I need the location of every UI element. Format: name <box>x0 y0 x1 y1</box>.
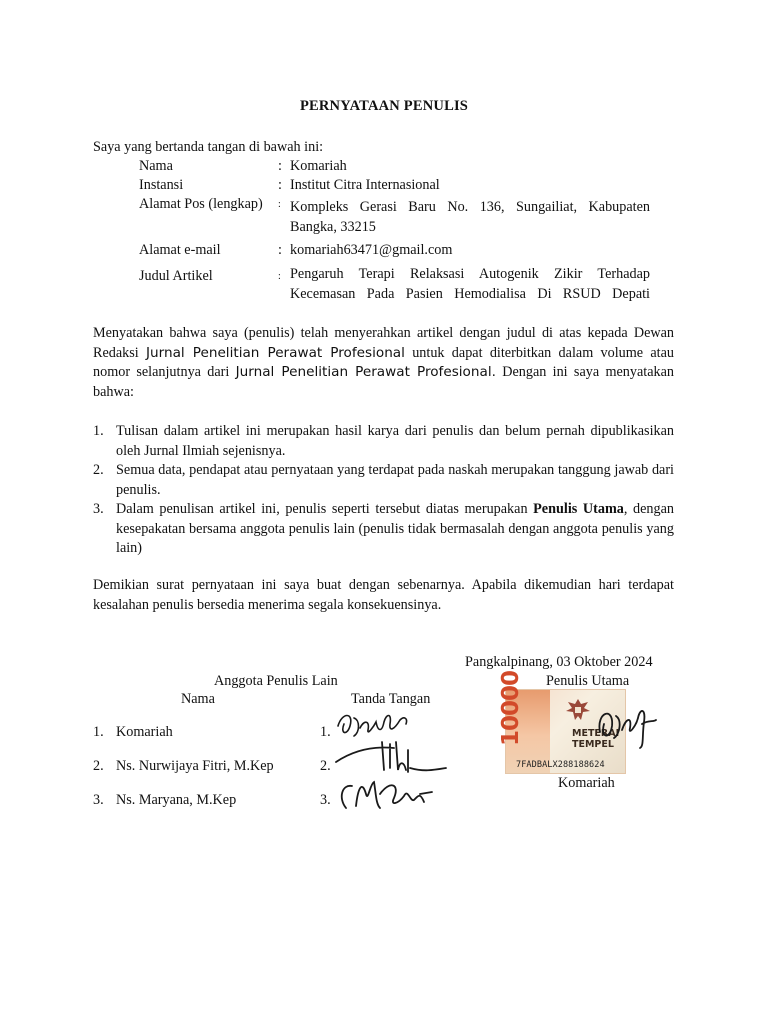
field-value-alamat-pos-line1: Kompleks Gerasi Baru No. 136, Sungailiat, Kabupaten <box>290 199 650 215</box>
journal-name-2: Jurnal Penelitian Perawat Profesional. <box>235 364 496 380</box>
field-label-judul: Judul Artikel <box>139 268 213 284</box>
field-label-email: Alamat e-mail <box>139 242 221 258</box>
field-colon-email: : <box>278 242 282 258</box>
stamp-serial: 7FADBALX288188624 <box>516 760 605 770</box>
main-author-name: Komariah <box>558 775 615 791</box>
field-label-nama: Nama <box>139 158 173 174</box>
column-header-name: Nama <box>181 691 215 707</box>
author-row-number: 3. <box>93 792 104 808</box>
stamp-label-line1: METERAI <box>572 728 620 739</box>
author-row-name: Ns. Maryana, M.Kep <box>116 792 237 808</box>
other-authors-heading: Anggota Penulis Lain <box>214 673 338 689</box>
author-row-name: Ns. Nurwijaya Fitri, M.Kep <box>116 758 274 774</box>
intro-text: Saya yang bertanda tangan di bawah ini: <box>93 139 324 155</box>
list-item-text: Tulisan dalam artikel ini merupakan hasil karya dari penulis dan belum pernah dipublikasikan oleh Jurnal Ilmiah sejenisnya. <box>116 423 674 459</box>
field-value-judul-line2: Kecemasan Pada Pasien Hemodialisa Di RSUD Depati <box>290 286 650 302</box>
garuda-emblem-icon <box>564 696 592 724</box>
field-colon-instansi: : <box>278 177 282 193</box>
main-author-heading: Penulis Utama <box>546 673 630 689</box>
declaration-part2: untuk dapat diterbitkan dalam volume atau nomor selanjutnya dari <box>93 344 674 380</box>
closing-paragraph: Demikian surat pernyataan ini saya buat dengan sebenarnya. Apabila dikemudian hari terdapat kesalahan penulis bersedia menerima segala konsekuensinya. <box>93 577 674 613</box>
author-row-sig-number: 3. <box>320 792 331 808</box>
document-title: PERNYATAAN PENULIS <box>299 98 469 114</box>
stamp-value: 10000 <box>498 670 524 746</box>
list-item-text-before: Dalam penulisan artikel ini, penulis seperti tersebut diatas merupakan <box>116 501 534 517</box>
declaration-paragraph <box>93 324 674 402</box>
list-item <box>93 422 674 461</box>
declaration-part1: Menyatakan bahwa saya (penulis) telah menyerahkan artikel dengan judul di atas kepada Dewan Redaksi <box>93 325 674 361</box>
list-item-bold: Penulis Utama <box>533 501 624 517</box>
field-label-instansi: Instansi <box>139 177 184 193</box>
list-item-text: Semua data, pendapat atau pernyataan yang terdapat pada naskah merupakan tanggung jawab dari penulis. <box>116 462 674 498</box>
field-colon-judul: : <box>278 271 281 282</box>
author-row-number: 1. <box>93 724 104 740</box>
stamp-label-line2: TEMPEL <box>572 739 614 750</box>
signature-nurwijaya-fitri <box>334 740 448 776</box>
signature-maryana <box>336 774 440 814</box>
list-item-number: 3. <box>93 501 104 517</box>
field-value-nama: Komariah <box>290 158 347 174</box>
author-row-name: Komariah <box>116 724 173 740</box>
field-colon-nama: : <box>278 158 282 174</box>
field-value-judul-line1: Pengaruh Terapi Relaksasi Autogenik Zikir Terhadap <box>290 266 650 282</box>
author-row-number: 2. <box>93 758 104 774</box>
list-item-text-after: , dengan kesepakatan bersama anggota penulis lain (penulis tidak bermasalah dengan anggota penulis yang lain) <box>116 501 674 556</box>
list-item <box>93 500 674 559</box>
declaration-part3: Dengan ini saya menyatakan bahwa: <box>93 364 674 400</box>
field-value-email: komariah63471@gmail.com <box>290 242 453 258</box>
field-value-instansi: Institut Citra Internasional <box>290 177 440 193</box>
list-item-number: 1. <box>93 423 104 439</box>
list-item-number: 2. <box>93 462 104 478</box>
statement-list <box>93 422 674 559</box>
field-value-alamat-pos-line2: Bangka, 33215 <box>290 219 376 235</box>
signature-main-author <box>592 702 660 752</box>
field-colon-alamat-pos: : <box>278 199 281 210</box>
place-date: Pangkalpinang, 03 Oktober 2024 <box>465 654 653 670</box>
column-header-signature: Tanda Tangan <box>351 691 431 707</box>
journal-name-1: Jurnal Penelitian Perawat Profesional <box>146 344 405 361</box>
field-label-alamat-pos: Alamat Pos (lengkap) <box>139 196 263 212</box>
author-row-sig-number: 1. <box>320 724 331 740</box>
list-item <box>93 461 674 500</box>
signature-komariah <box>334 708 414 742</box>
author-row-sig-number: 2. <box>320 758 331 774</box>
